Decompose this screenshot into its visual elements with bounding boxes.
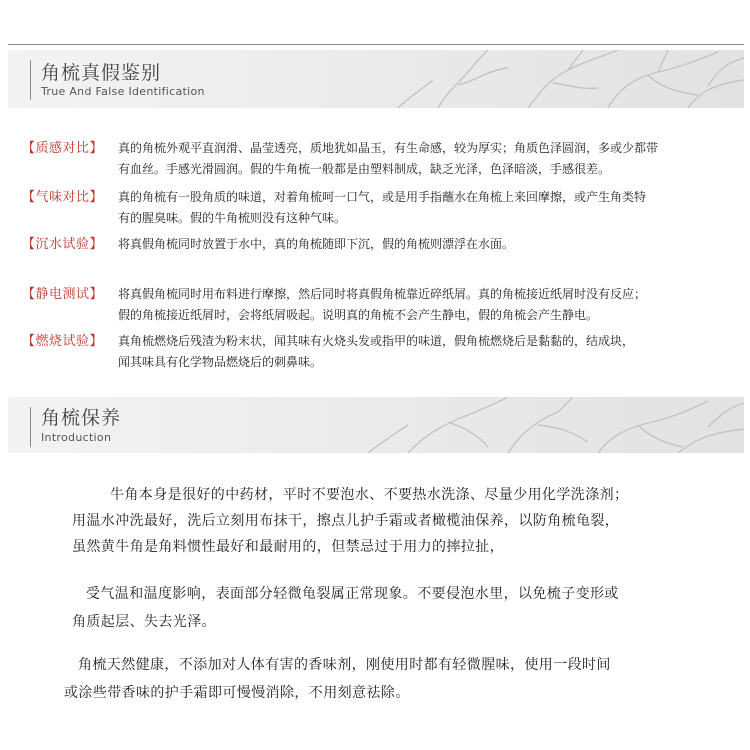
item-label: 【燃烧试验】: [22, 334, 104, 349]
section-title: 角梳真假鉴别: [41, 62, 162, 84]
item-label: 【静电测试】: [22, 287, 104, 302]
item-description: 将真假角梳同时用布料进行摩擦，然后同时将真假角梳靠近碎纸屑。真的角梳接近纸屑时没有反应； 假的角梳接近纸屑时，会将纸屑吸起。说明真的角梳不会产生静电，假的角梳会产生静电。: [118, 287, 647, 322]
header-accent-line: [30, 407, 31, 447]
section-header-introduction: [8, 397, 744, 453]
item-description: 真角梳燃烧后残渣为粉末状，闻其味有火烧头发或指甲的味道，假角梳燃烧后是黏黏的，结成块， 闻其味具有化学物品燃烧后的刺鼻味。: [118, 334, 635, 369]
item-label: 【气味对比】: [22, 190, 104, 205]
care-paragraph-line: 角梳天然健康，不添加对人体有害的香味剂，刚使用时都有轻微腥味，使用一段时间: [78, 657, 611, 673]
comparison-item: [22, 284, 722, 326]
comparison-item: [22, 138, 722, 180]
care-paragraph-line: 受气温和温度影响，表面部分轻微龟裂属正常现象。不要侵泡水里，以免梳子变形或: [86, 586, 619, 602]
item-label: 【沉水试验】: [22, 237, 104, 252]
comparison-item: [22, 331, 722, 373]
item-description: 真的角梳外观平直润滑、晶莹透亮，质地犹如晶玉，有生命感，较为厚实；角质色泽圆润，多或少都带 有血丝。手感光滑圆润。假的牛角梳一般都是由塑料制成，缺乏光泽，色泽暗淡，手感很差。: [118, 141, 659, 176]
section-subtitle: True And False Identification: [41, 85, 205, 98]
care-paragraph-line: 或涂些带香味的护手霜即可慢慢消除，不用刻意祛除。: [64, 685, 410, 701]
care-paragraph-line: 牛角本身是很好的中药材，平时不要泡水、不要热水洗涤、尽量少用化学洗涤剂；: [110, 487, 629, 503]
comparison-item: [22, 234, 722, 255]
care-paragraph-line: 虽然黄牛角是角料惯性最好和最耐用的，但禁忌过于用力的摔拉扯，: [72, 539, 504, 555]
header-accent-line: [30, 60, 31, 100]
care-paragraph-line: 角质起层、失去光泽。: [72, 614, 216, 630]
top-divider: [8, 44, 744, 45]
item-description: 真的角梳有一股角质的味道，对着角梳呵一口气，或是用手指蘸水在角梳上来回摩擦，或产生角类特 有的腥臭味。假的牛角梳则没有这种气味。: [118, 190, 647, 225]
comparison-item: [22, 187, 722, 229]
care-paragraph-line: 用温水冲洗最好，洗后立刻用布抹干，擦点儿护手霜或者橄榄油保养，以防角梳龟裂，: [72, 513, 620, 529]
section-subtitle: Introduction: [41, 431, 112, 444]
section-title: 角梳保养: [41, 407, 122, 429]
section-header-identification: [8, 50, 744, 108]
item-description: 将真假角梳同时放置于水中，真的角梳随即下沉，假的角梳则漂浮在水面。: [118, 237, 515, 251]
item-label: 【质感对比】: [22, 141, 104, 156]
